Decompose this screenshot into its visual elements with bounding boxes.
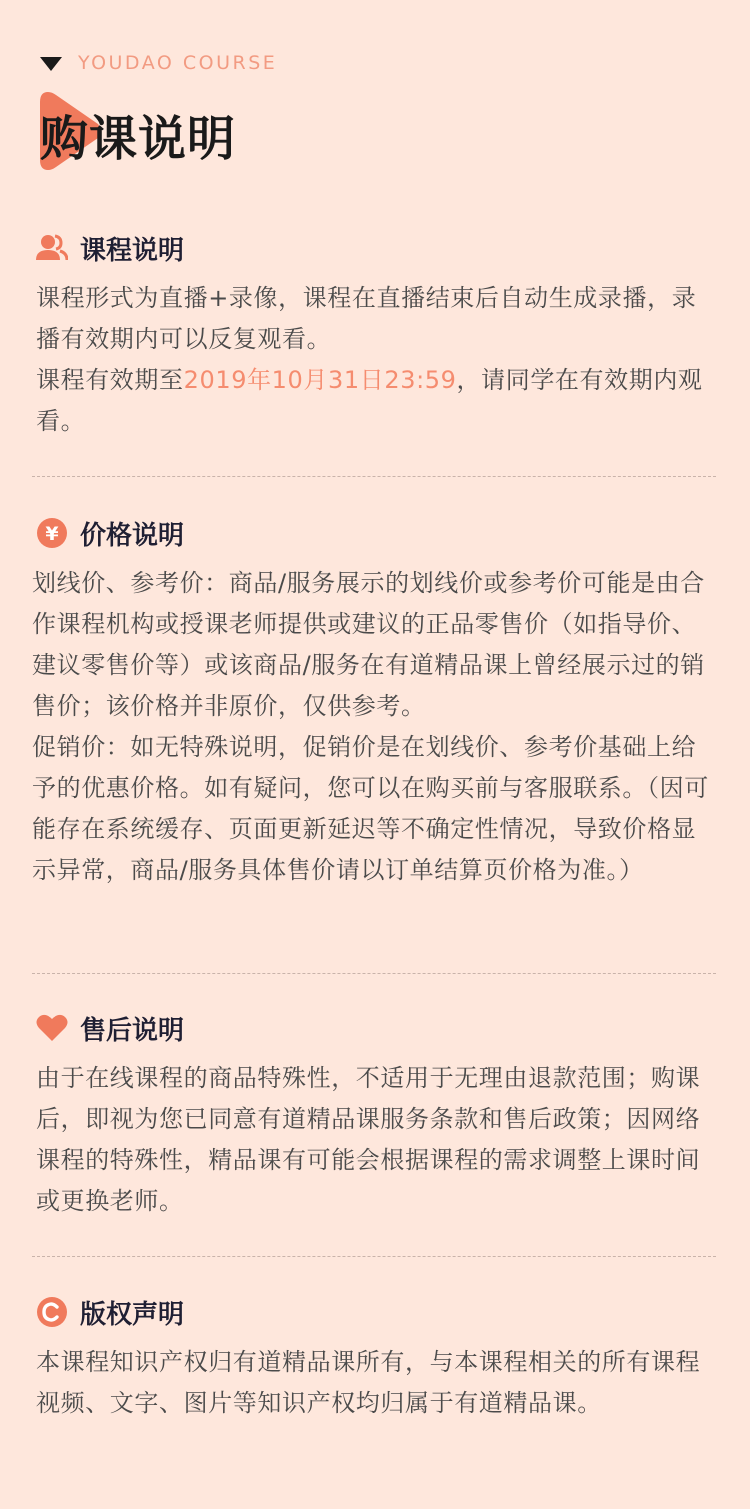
validity-date: 2019年10月31日23:59 <box>183 366 457 394</box>
heart-icon <box>36 1012 68 1044</box>
paragraph: 划线价、参考价：商品/服务展示的划线价或参考价可能是由合作课程机构或授课老师提供或建议的正品零售价（如指导价、建议零售价等）或该商品/服务在有道精品课上曾经展示过的销售价；该价格并非原价，仅供参考。 <box>32 569 705 720</box>
copyright-icon <box>36 1296 68 1328</box>
divider <box>32 476 716 477</box>
paragraph: 促销价：如无特殊说明，促销价是在划线价、参考价基础上给予的优惠价格。如有疑问，您可以在购买前与客服联系。（因可能存在系统缓存、页面更新延迟等不确定性情况，导致价格显示异常，商品/服务具体售价请以订单结算页价格为准。） <box>32 733 709 884</box>
section-title: 版权声明 <box>80 1300 185 1330</box>
triangle-down-icon <box>40 57 62 71</box>
section-course-info <box>32 228 718 442</box>
paragraph: 由于在线课程的商品特殊性，不适用于无理由退款范围；购课后，即视为您已同意有道精品课服务条款和售后政策；因网络课程的特殊性，精品课有可能会根据课程的需求调整上课时间或更换老师。 <box>36 1064 701 1215</box>
divider <box>32 973 716 974</box>
section-header <box>32 1292 718 1332</box>
section-header <box>32 513 718 553</box>
validity-paragraph <box>36 360 718 442</box>
validity-suffix: ，请同学在有效期内观看。 <box>36 366 703 435</box>
yen-icon <box>36 517 68 549</box>
section-after-sales <box>32 1008 718 1222</box>
divider <box>32 1256 716 1257</box>
paragraph: 本课程知识产权归有道精品课所有，与本课程相关的所有课程视频、文字、图片等知识产权均归属于有道精品课。 <box>36 1348 701 1417</box>
section-copyright <box>32 1292 718 1424</box>
section-header <box>32 228 718 268</box>
paragraph: 课程形式为直播+录像，课程在直播结束后自动生成录播，录播有效期内可以反复观看。 <box>36 284 697 353</box>
section-price-info <box>32 513 718 891</box>
section-header <box>32 1008 718 1048</box>
page-header <box>0 0 750 200</box>
section-title: 价格说明 <box>80 521 185 551</box>
brand-label: YOUDAO COURSE <box>78 52 278 74</box>
users-icon <box>36 232 68 264</box>
validity-prefix: 课程有效期至 <box>36 366 184 394</box>
section-title: 课程说明 <box>80 236 185 266</box>
svg-text:¥: ¥ <box>45 523 59 545</box>
page-title: 购课说明 <box>40 111 237 167</box>
section-title: 售后说明 <box>80 1016 185 1046</box>
